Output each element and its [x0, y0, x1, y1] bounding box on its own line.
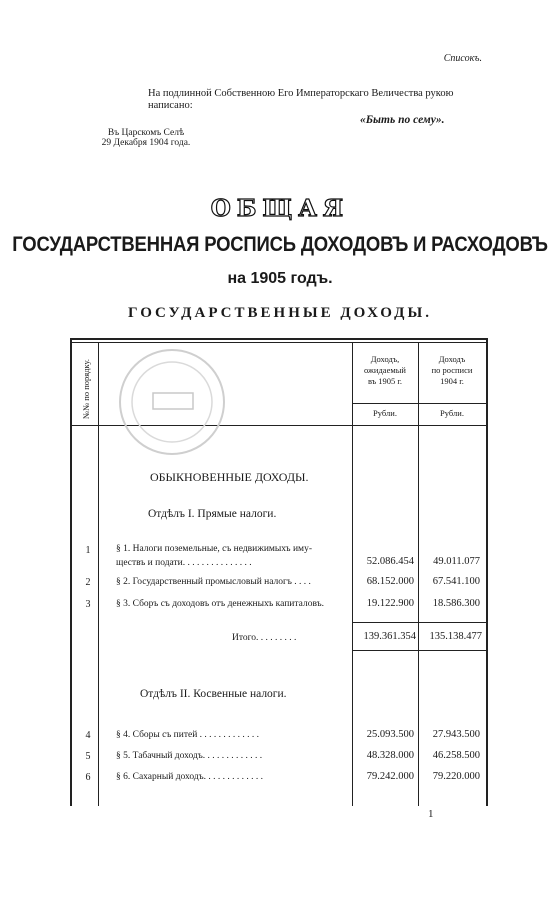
title-main: ГОСУДАРСТВЕННАЯ РОСПИСЬ ДОХОДОВЪ И РАСХОДОВЪ [12, 231, 548, 256]
col-1904-line-1: Доходъ [438, 354, 466, 364]
row-3-index: 3 [85, 599, 91, 610]
index-column-label: №№ по порядку. [81, 358, 91, 420]
row-6-label: § 6. Сахарный доходъ. . . . . . . . . . . . . [116, 772, 264, 782]
unit-1905: Рубли. [373, 408, 397, 418]
title-word: ОБЩАЯ [210, 195, 350, 222]
row-2-value-1904: 67.541.100 [432, 576, 480, 587]
row-2-label: § 2. Государственный промысловый налогъ . . . . [116, 577, 311, 587]
library-stamp [115, 345, 230, 460]
row-1-value-1904: 49.011.077 [433, 556, 480, 567]
index-column-rule [98, 342, 99, 806]
col-1904-rule [418, 342, 419, 806]
col-1904-line-2: по росписи [431, 365, 473, 375]
total-value-1904: 135.138.477 [429, 631, 482, 642]
part-2-heading: Отдѣлъ II. Косвенные налоги. [140, 688, 287, 700]
row-6-value-1904: 79.220.000 [432, 771, 480, 782]
row-5-value-1905: 48.328.000 [366, 750, 414, 761]
row-5-index: 5 [85, 751, 91, 762]
row-2-index: 2 [85, 577, 91, 588]
page-number: 1 [428, 808, 434, 820]
row-4-label: § 4. Сборы съ питей . . . . . . . . . . . . . [116, 730, 260, 740]
col-1905-line-2: ожидаемый [364, 365, 406, 375]
col-1905-header [354, 354, 416, 387]
row-2-value-1905: 68.152.000 [366, 576, 414, 587]
header-unit-rule [352, 403, 486, 404]
col-1904-header [420, 354, 484, 387]
row-1-label-line-2: ществъ и подати. . . . . . . . . . . . . . . [116, 558, 252, 568]
total-bottom-rule [352, 650, 486, 651]
row-5-label: § 5. Табачный доходъ. . . . . . . . . . . . . [116, 751, 263, 761]
place-date [100, 128, 192, 148]
part-1-heading: Отдѣлъ I. Прямые налоги. [148, 508, 277, 520]
list-label: Списокъ. [443, 53, 482, 64]
authority-line-1: На подлинной Собственною Его Императорскаго Величества рукою [148, 88, 454, 99]
authority-line-2: написано: [148, 100, 193, 111]
row-4-index: 4 [85, 730, 91, 741]
row-1-index: 1 [85, 545, 91, 556]
row-6-value-1905: 79.242.000 [366, 771, 414, 782]
section-heading: ОБЫКНОВЕННЫЕ ДОХОДЫ. [150, 470, 309, 484]
col-1905-line-3: въ 1905 г. [367, 376, 403, 386]
unit-1904: Рубли. [440, 408, 464, 418]
title-subtitle: ГОСУДАРСТВЕННЫЕ ДОХОДЫ. [128, 305, 432, 321]
total-top-rule [352, 622, 486, 623]
col-1905-line-1: Доходъ, [370, 354, 400, 364]
index-column-header [77, 346, 97, 436]
table-top-inner-border [70, 342, 488, 343]
col-1904-line-3: 1904 г. [440, 376, 464, 386]
place-line-2: 29 Декабря 1904 года. [101, 138, 191, 148]
row-4-value-1904: 27.943.500 [432, 729, 480, 740]
table-left-border [70, 338, 72, 806]
row-1-label-line-1: § 1. Налоги поземельные, съ недвижимыхъ иму- [116, 544, 312, 554]
row-3-value-1905: 19.122.900 [366, 598, 414, 609]
row-4-value-1905: 25.093.500 [366, 729, 414, 740]
row-3-value-1904: 18.586.300 [432, 598, 480, 609]
row-3-label: § 3. Сборъ съ доходовъ отъ денежныхъ капиталовъ. [116, 599, 324, 609]
row-6-index: 6 [85, 772, 91, 783]
row-5-value-1904: 46.258.500 [432, 750, 480, 761]
table-top-border [70, 338, 488, 340]
title-year: на 1905 годъ. [227, 270, 333, 287]
total-value-1905: 139.361.354 [363, 631, 416, 642]
total-label: Итого. . . . . . . . . [232, 633, 297, 643]
col-1905-rule [352, 342, 353, 806]
place-line-1: Въ Царскомъ Селѣ [107, 128, 185, 138]
table-right-border [486, 338, 488, 806]
approval-text: «Быть по сему». [360, 114, 445, 126]
row-1-value-1905: 52.086.454 [366, 556, 414, 567]
